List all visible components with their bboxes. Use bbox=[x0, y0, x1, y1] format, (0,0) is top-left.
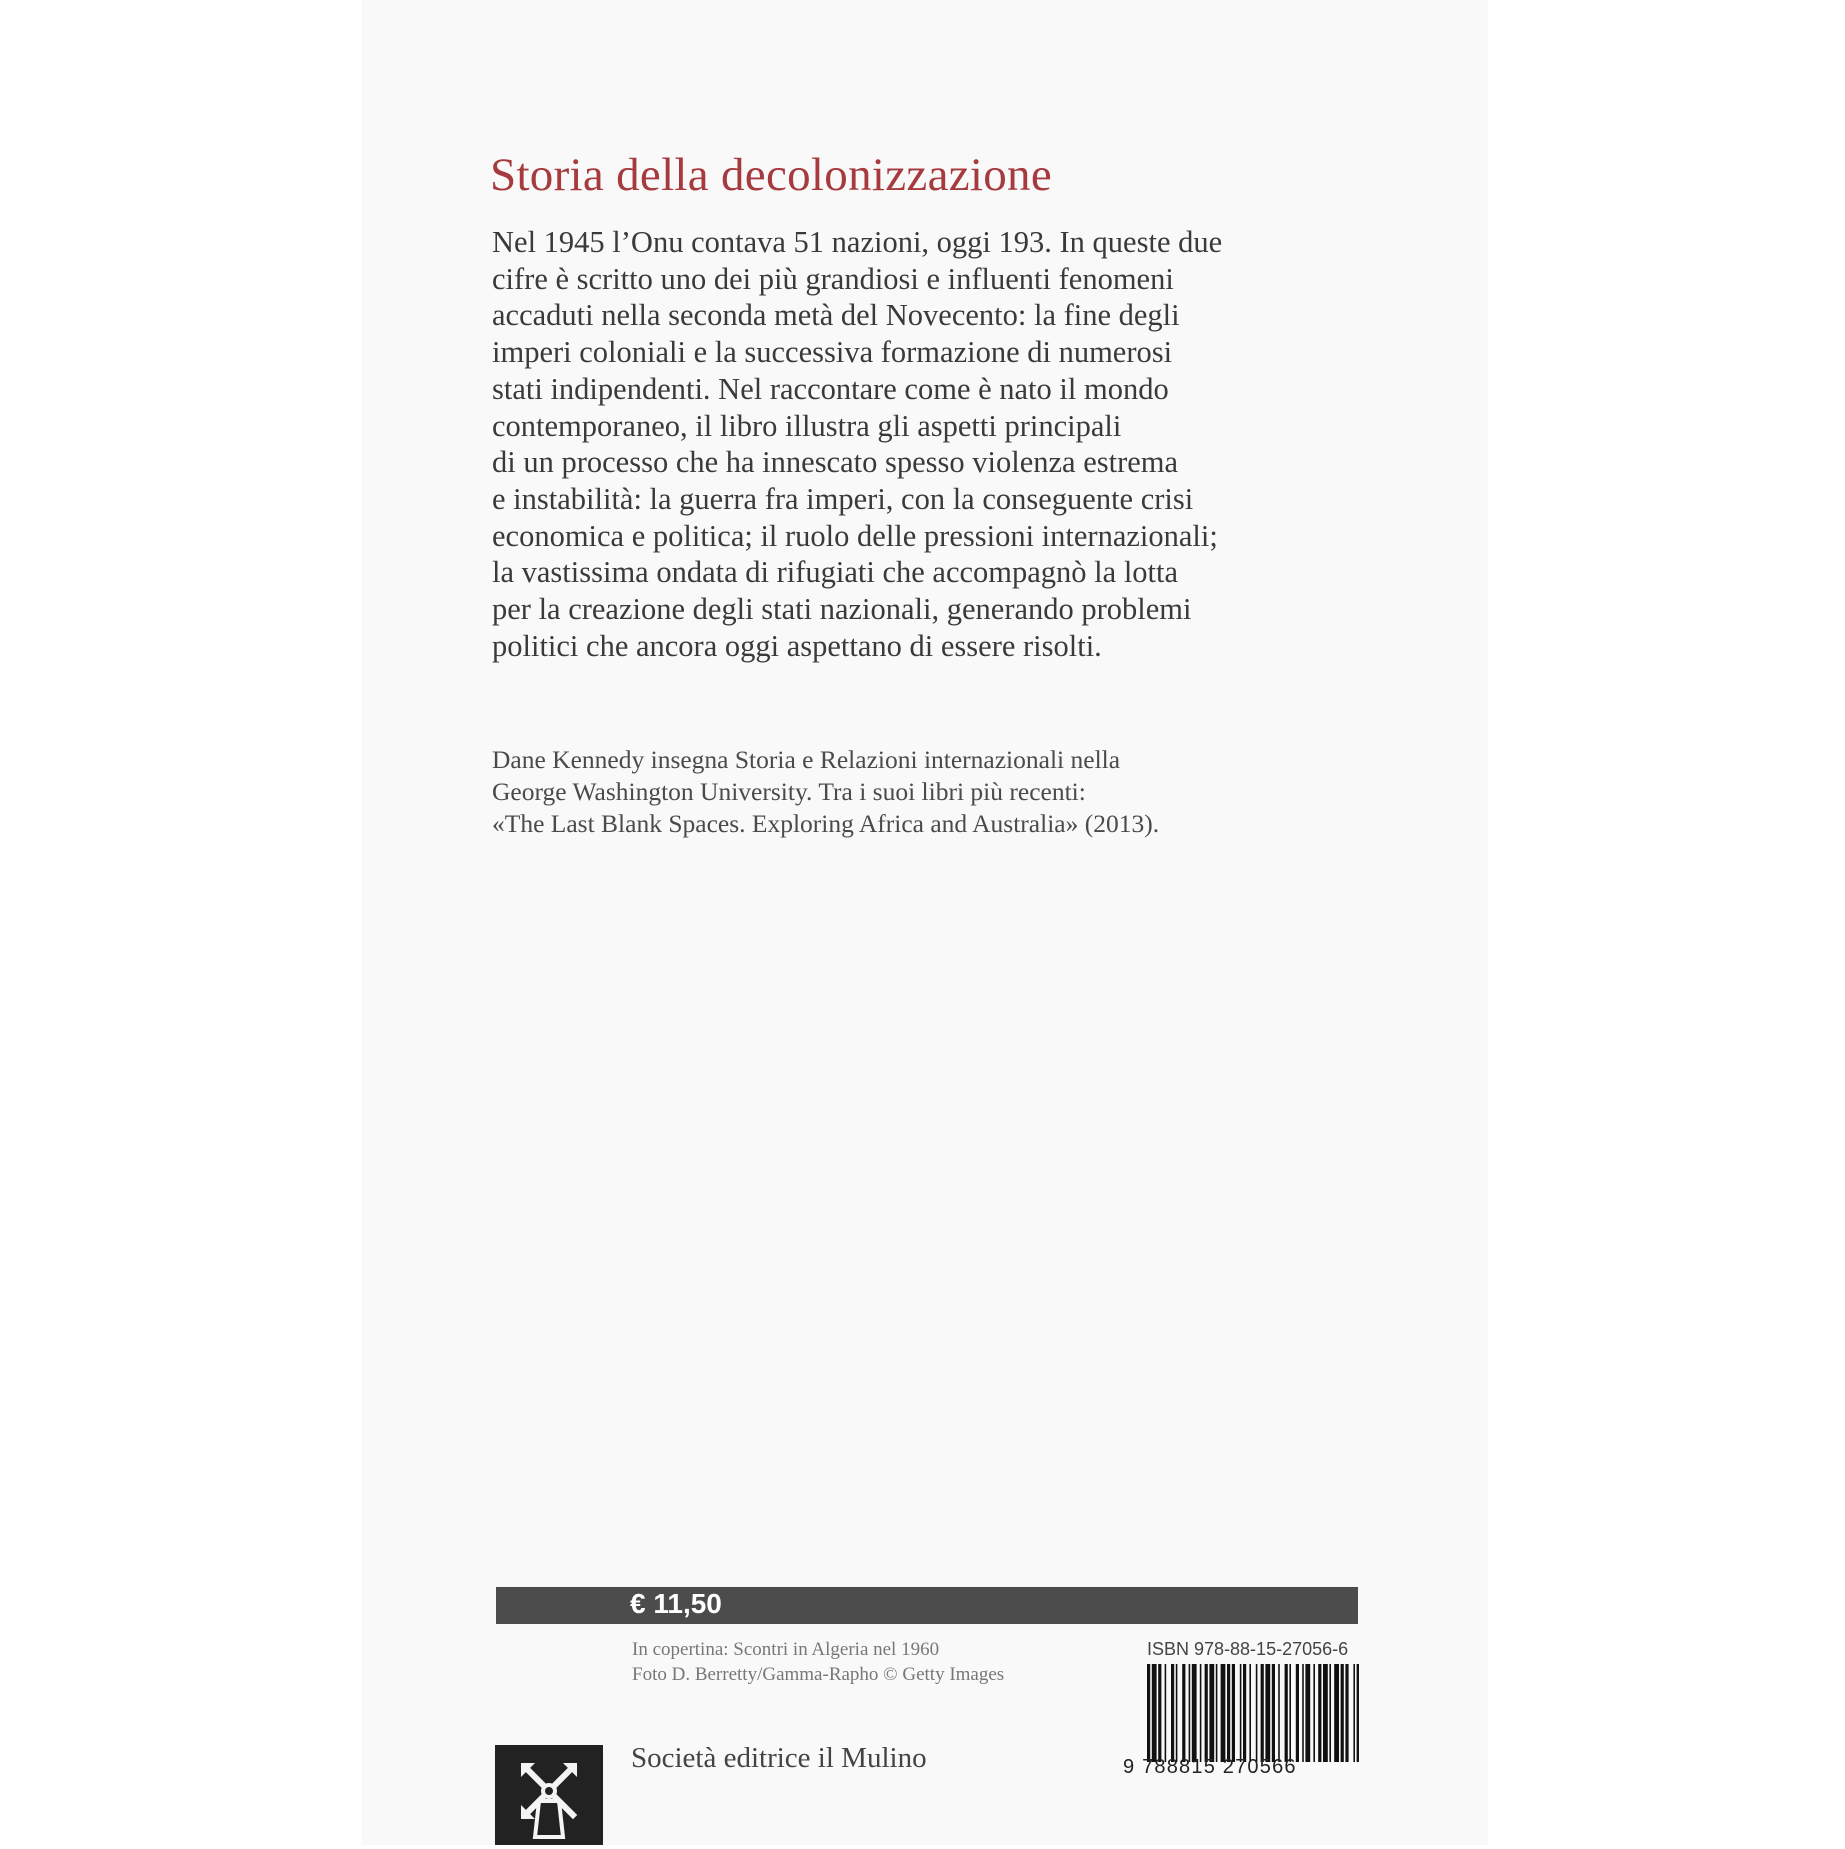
isbn-label: ISBN 978-88-15-27056-6 bbox=[1147, 1639, 1349, 1659]
publisher-name: Società editrice il Mulino bbox=[631, 1742, 927, 1774]
book-description: Nel 1945 l’Onu contava 51 nazioni, oggi 193. In queste due cifre è scritto uno dei più grandiosi e influenti fenomeni accaduti nella seconda metà del Novecento: la fine degli imperi coloniali e la successiva formazione di numerosi stati indipendenti. Nel raccontare come è nato il mondo contemporaneo, il libro illustra gli aspetti principali di un processo che ha innescato spesso violenza estrema e instabilità: la guerra fra imperi, con la conseguente crisi economica e politica; il ruolo delle pressioni internazionali; la vastissima ondata di rifugiati che accompagnò la lotta per la creazione degli stati nazionali, generando problemi politici che ancora oggi aspettano di essere risolti. bbox=[492, 225, 1223, 663]
author-bio: Dane Kennedy insegna Storia e Relazioni internazionali nella George Washington University. Tra i suoi libri più recenti: «The Last Blank Spaces. Exploring Africa and Australia» (2013). bbox=[492, 745, 1160, 838]
publisher-logo bbox=[495, 1745, 603, 1845]
price-bar bbox=[496, 1587, 1358, 1624]
photo-credit-line: Foto D. Berretty/Gamma-Rapho © Getty Images bbox=[632, 1664, 1005, 1685]
windmill-icon bbox=[495, 1745, 603, 1845]
barcode bbox=[1147, 1664, 1359, 1762]
price-label: € 11,50 bbox=[630, 1588, 722, 1619]
cover-credits bbox=[632, 1637, 1004, 1687]
book-title: Storia della decolonizzazione bbox=[490, 149, 1053, 201]
barcode-digits: 9 788815 270566 bbox=[1123, 1756, 1297, 1778]
cover-credit-line: In copertina: Scontri in Algeria nel 1960 bbox=[632, 1639, 940, 1660]
